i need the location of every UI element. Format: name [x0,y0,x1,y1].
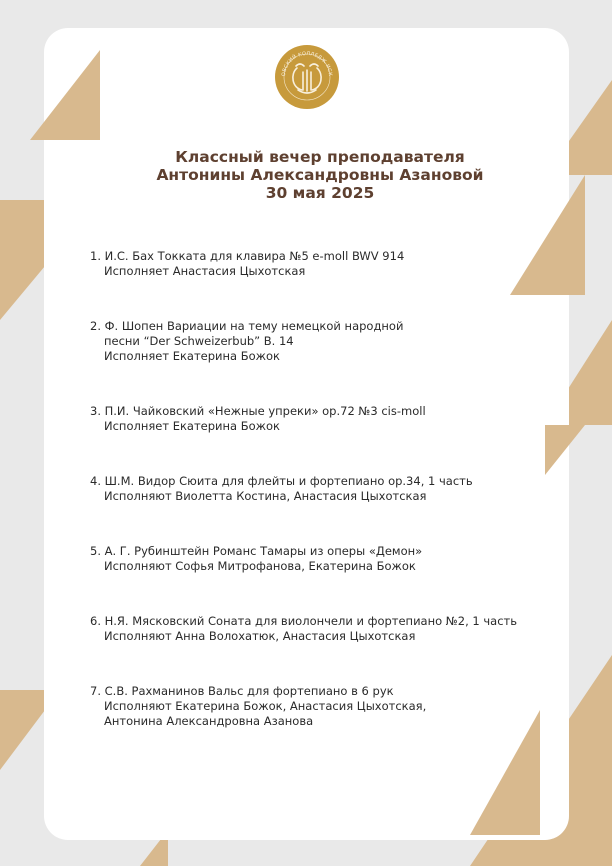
performer-line: Исполняют Анна Волохатюк, Анастасия Цыхотская [104,629,416,643]
performer-line: Исполняет Екатерина Божок [104,349,280,363]
performer-line: Исполняют Софья Митрофанова, Екатерина Божок [104,559,416,573]
piece-line-continued: песни “Der Schweizerbub” В. 14 [104,334,294,348]
program-item [90,249,404,279]
program-item [90,684,426,729]
performer-line: Исполняют Екатерина Божок, Анастасия Цыхотская, [104,699,427,713]
program-item [90,544,422,574]
title-line: Антонины Александровны Азановой [156,166,484,184]
performer-line-continued: Антонина Александровна Азанова [104,714,314,728]
piece-line: 3. П.И. Чайковский «Нежные упреки» ор.72 №3 cis-moll [90,404,426,418]
performer-line: Исполняют Виолетта Костина, Анастасия Цыхотская [104,489,427,503]
piece-line: 1. И.С. Бах Токката для клавира №5 e-moll BWV 914 [90,249,405,263]
piece-line: 4. Ш.М. Видор Сюита для флейты и фортепиано ор.34, 1 часть [90,474,473,488]
logo-ring-text: ОВСКИЙ КОЛЛЕДЖ ИСК [280,50,334,77]
program-item [90,474,473,504]
college-logo [274,44,340,110]
page-title [100,148,540,202]
piece-line: 7. С.В. Рахманинов Вальс для фортепиано в 6 рук [90,684,394,698]
program-item [90,614,517,644]
piece-line: 2. Ф. Шопен Вариации на тему немецкой народной [90,319,404,333]
performer-line: Исполняет Анастасия Цыхотская [104,264,306,278]
program-item [90,404,426,434]
performer-line: Исполняет Екатерина Божок [104,419,280,433]
piece-line: 6. Н.Я. Мясковский Соната для виолончели и фортепиано №2, 1 часть [90,614,517,628]
title-line: Классный вечер преподавателя [175,148,465,166]
piece-line: 5. А. Г. Рубинштейн Романс Тамары из оперы «Демон» [90,544,423,558]
title-date: 30 мая 2025 [265,184,375,202]
program-item [90,319,403,364]
